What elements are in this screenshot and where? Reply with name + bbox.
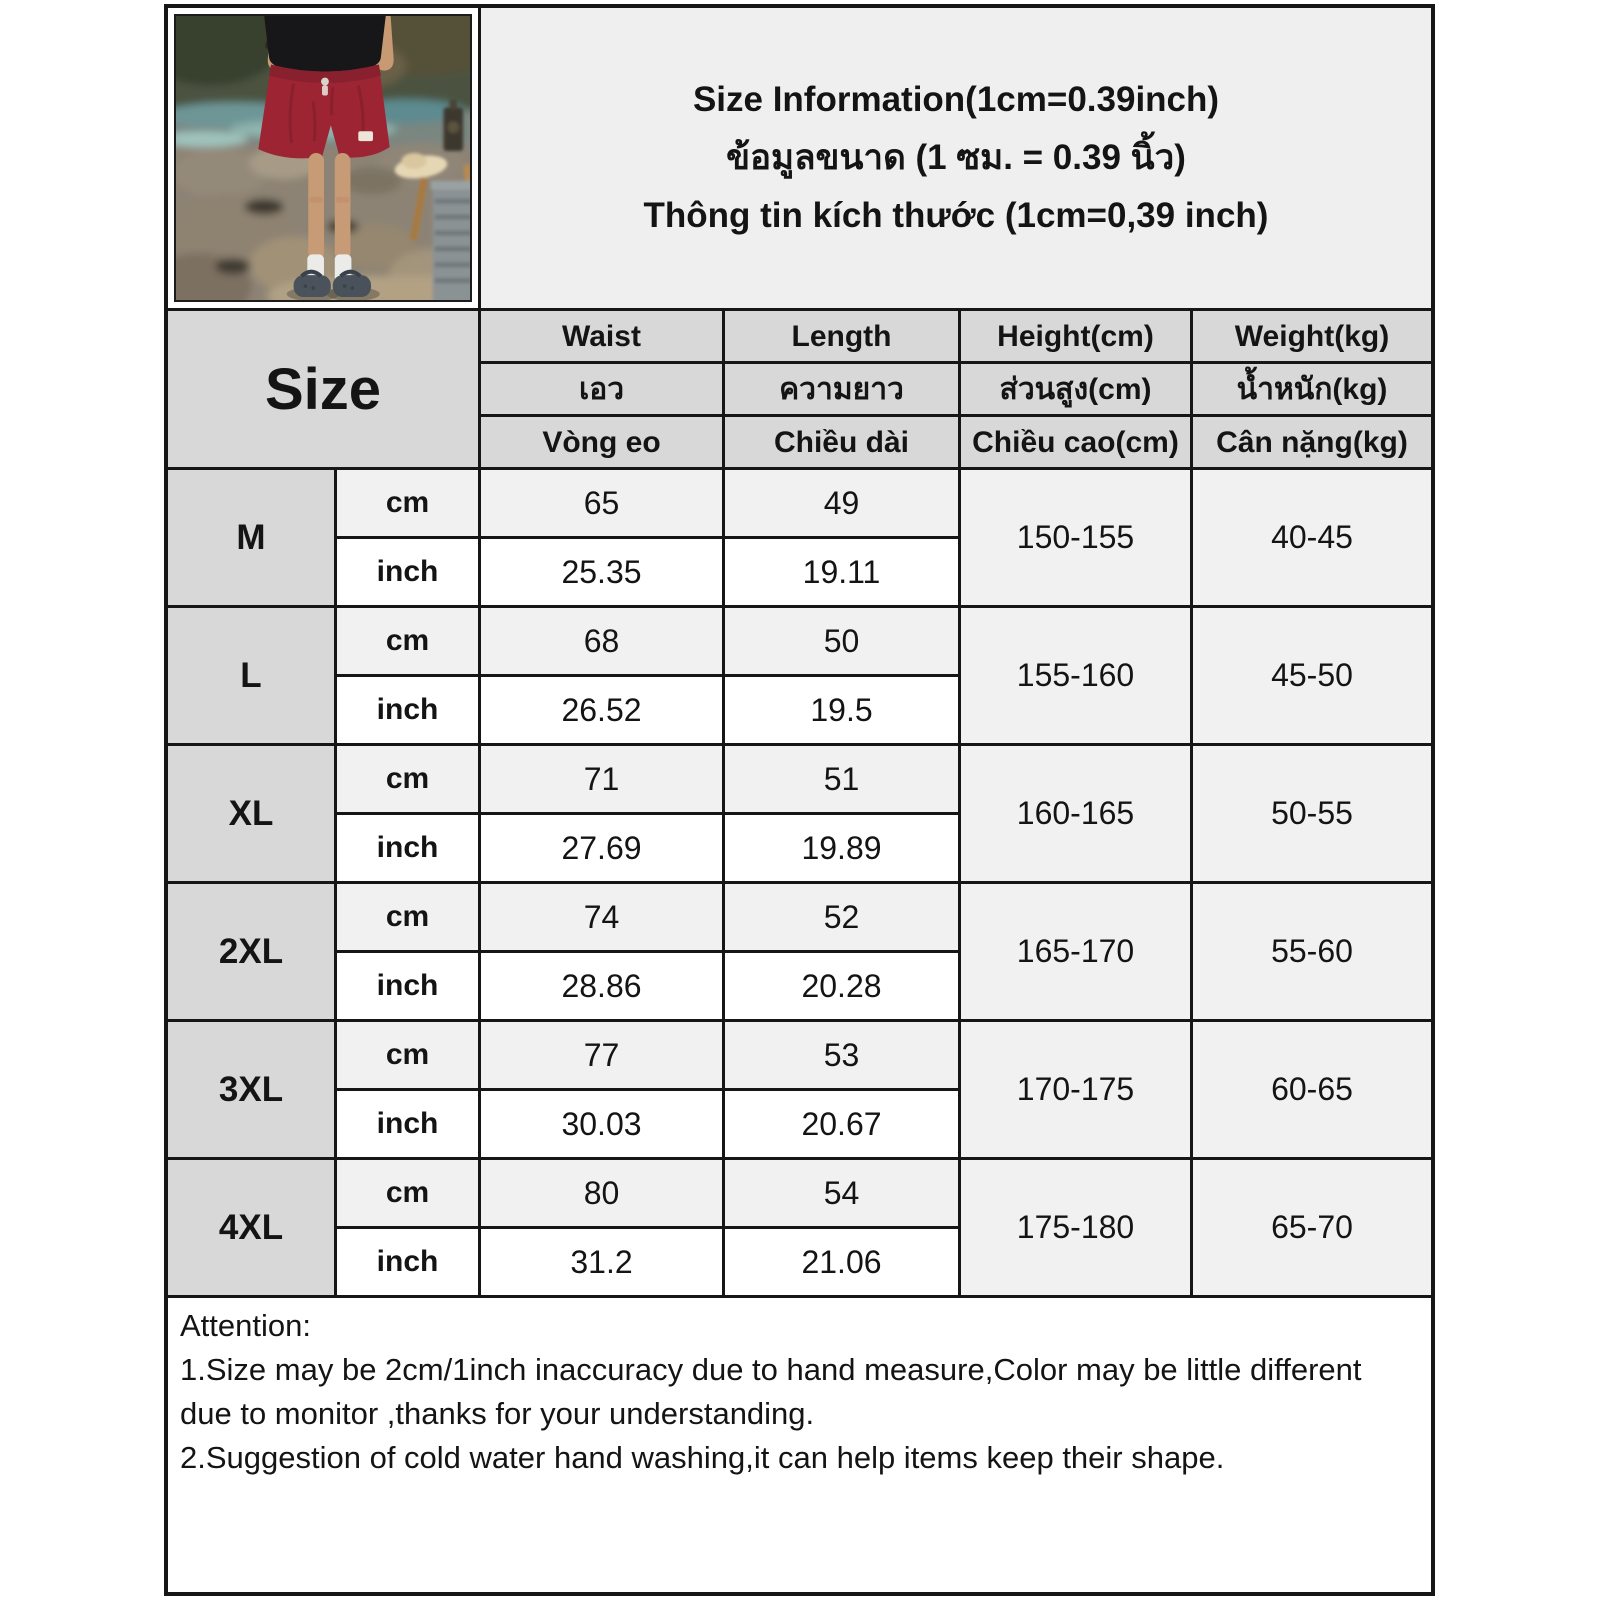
title-banner <box>481 8 1431 308</box>
row-2XL-length-inch: 20.28 <box>725 953 958 1019</box>
waist-header-vi: Vòng eo <box>481 417 722 467</box>
row-4XL-waist-inch: 31.2 <box>481 1229 722 1295</box>
title-english: Size Information(1cm=0.39inch) <box>692 80 1220 119</box>
row-XL-height: 160-165 <box>961 746 1190 881</box>
row-3XL-length-cm: 53 <box>725 1022 958 1088</box>
row-XL-size: XL <box>168 746 334 881</box>
row-4XL-height: 175-180 <box>961 1160 1190 1295</box>
row-L-height: 155-160 <box>961 608 1190 743</box>
row-2XL-cm-unit: cm <box>337 884 478 950</box>
waist-header-en: Waist <box>481 311 722 361</box>
height-header-th: ส่วนสูง(cm) <box>961 364 1190 414</box>
row-XL-waist-inch: 27.69 <box>481 815 722 881</box>
row-4XL-length-cm: 54 <box>725 1160 958 1226</box>
row-2XL-weight: 55-60 <box>1193 884 1431 1019</box>
row-L-length-inch: 19.5 <box>725 677 958 743</box>
weight-header-en: Weight(kg) <box>1193 311 1431 361</box>
row-2XL-inch-unit: inch <box>337 953 478 1019</box>
row-M-waist-cm: 65 <box>481 470 722 536</box>
row-XL-waist-cm: 71 <box>481 746 722 812</box>
length-header-th: ความยาว <box>725 364 958 414</box>
length-header-en: Length <box>725 311 958 361</box>
row-M-inch-unit: inch <box>337 539 478 605</box>
row-4XL-length-inch: 21.06 <box>725 1229 958 1295</box>
row-M-cm-unit: cm <box>337 470 478 536</box>
row-4XL-cm-unit: cm <box>337 1160 478 1226</box>
waist-header-th: เอว <box>481 364 722 414</box>
row-3XL-inch-unit: inch <box>337 1091 478 1157</box>
row-L-size: L <box>168 608 334 743</box>
row-3XL-height: 170-175 <box>961 1022 1190 1157</box>
row-XL-length-cm: 51 <box>725 746 958 812</box>
attention-section <box>168 1298 1431 1592</box>
photo-red-shorts <box>258 65 389 159</box>
weight-header-vi: Cân nặng(kg) <box>1193 417 1431 467</box>
row-XL-weight: 50-55 <box>1193 746 1431 881</box>
row-L-length-cm: 50 <box>725 608 958 674</box>
row-M-length-cm: 49 <box>725 470 958 536</box>
weight-header-th: น้ำหนัก(kg) <box>1193 364 1431 414</box>
row-L-weight: 45-50 <box>1193 608 1431 743</box>
row-M-waist-inch: 25.35 <box>481 539 722 605</box>
row-2XL-waist-inch: 28.86 <box>481 953 722 1019</box>
row-3XL-waist-inch: 30.03 <box>481 1091 722 1157</box>
row-XL-inch-unit: inch <box>337 815 478 881</box>
row-XL-cm-unit: cm <box>337 746 478 812</box>
row-3XL-weight: 60-65 <box>1193 1022 1431 1157</box>
row-XL-length-inch: 19.89 <box>725 815 958 881</box>
row-4XL-inch-unit: inch <box>337 1229 478 1295</box>
length-header-vi: Chiều dài <box>725 417 958 467</box>
attention-note-2: 2.Suggestion of cold water hand washing,it can help items keep their shape. <box>180 1440 1225 1476</box>
row-4XL-weight: 65-70 <box>1193 1160 1431 1295</box>
row-2XL-size: 2XL <box>168 884 334 1019</box>
row-4XL-waist-cm: 80 <box>481 1160 722 1226</box>
height-header-en: Height(cm) <box>961 311 1190 361</box>
row-L-waist-inch: 26.52 <box>481 677 722 743</box>
row-L-cm-unit: cm <box>337 608 478 674</box>
product-photo-cell <box>168 8 478 308</box>
row-2XL-height: 165-170 <box>961 884 1190 1019</box>
row-3XL-waist-cm: 77 <box>481 1022 722 1088</box>
size-column-header: Size <box>168 311 478 467</box>
row-L-waist-cm: 68 <box>481 608 722 674</box>
row-3XL-length-inch: 20.67 <box>725 1091 958 1157</box>
row-4XL-size: 4XL <box>168 1160 334 1295</box>
row-M-height: 150-155 <box>961 470 1190 605</box>
product-photo <box>174 14 472 302</box>
row-2XL-length-cm: 52 <box>725 884 958 950</box>
product-photo-illustration <box>176 16 470 300</box>
row-M-size: M <box>168 470 334 605</box>
row-3XL-size: 3XL <box>168 1022 334 1157</box>
row-2XL-waist-cm: 74 <box>481 884 722 950</box>
row-M-weight: 40-45 <box>1193 470 1431 605</box>
row-3XL-cm-unit: cm <box>337 1022 478 1088</box>
size-chart-sheet <box>164 4 1435 1596</box>
attention-title: Attention: <box>180 1308 311 1343</box>
row-L-inch-unit: inch <box>337 677 478 743</box>
title-thai: ข้อมูลขนาด (1 ซม. = 0.39 นิ้ว) <box>726 138 1186 177</box>
title-vietnamese: Thông tin kích thước (1cm=0,39 inch) <box>643 196 1269 235</box>
height-header-vi: Chiều cao(cm) <box>961 417 1190 467</box>
row-M-length-inch: 19.11 <box>725 539 958 605</box>
attention-note-1: 1.Size may be 2cm/1inch inaccuracy due to hand measure,Color may be little different due to monitor ,thanks for your understanding. <box>180 1352 1362 1432</box>
